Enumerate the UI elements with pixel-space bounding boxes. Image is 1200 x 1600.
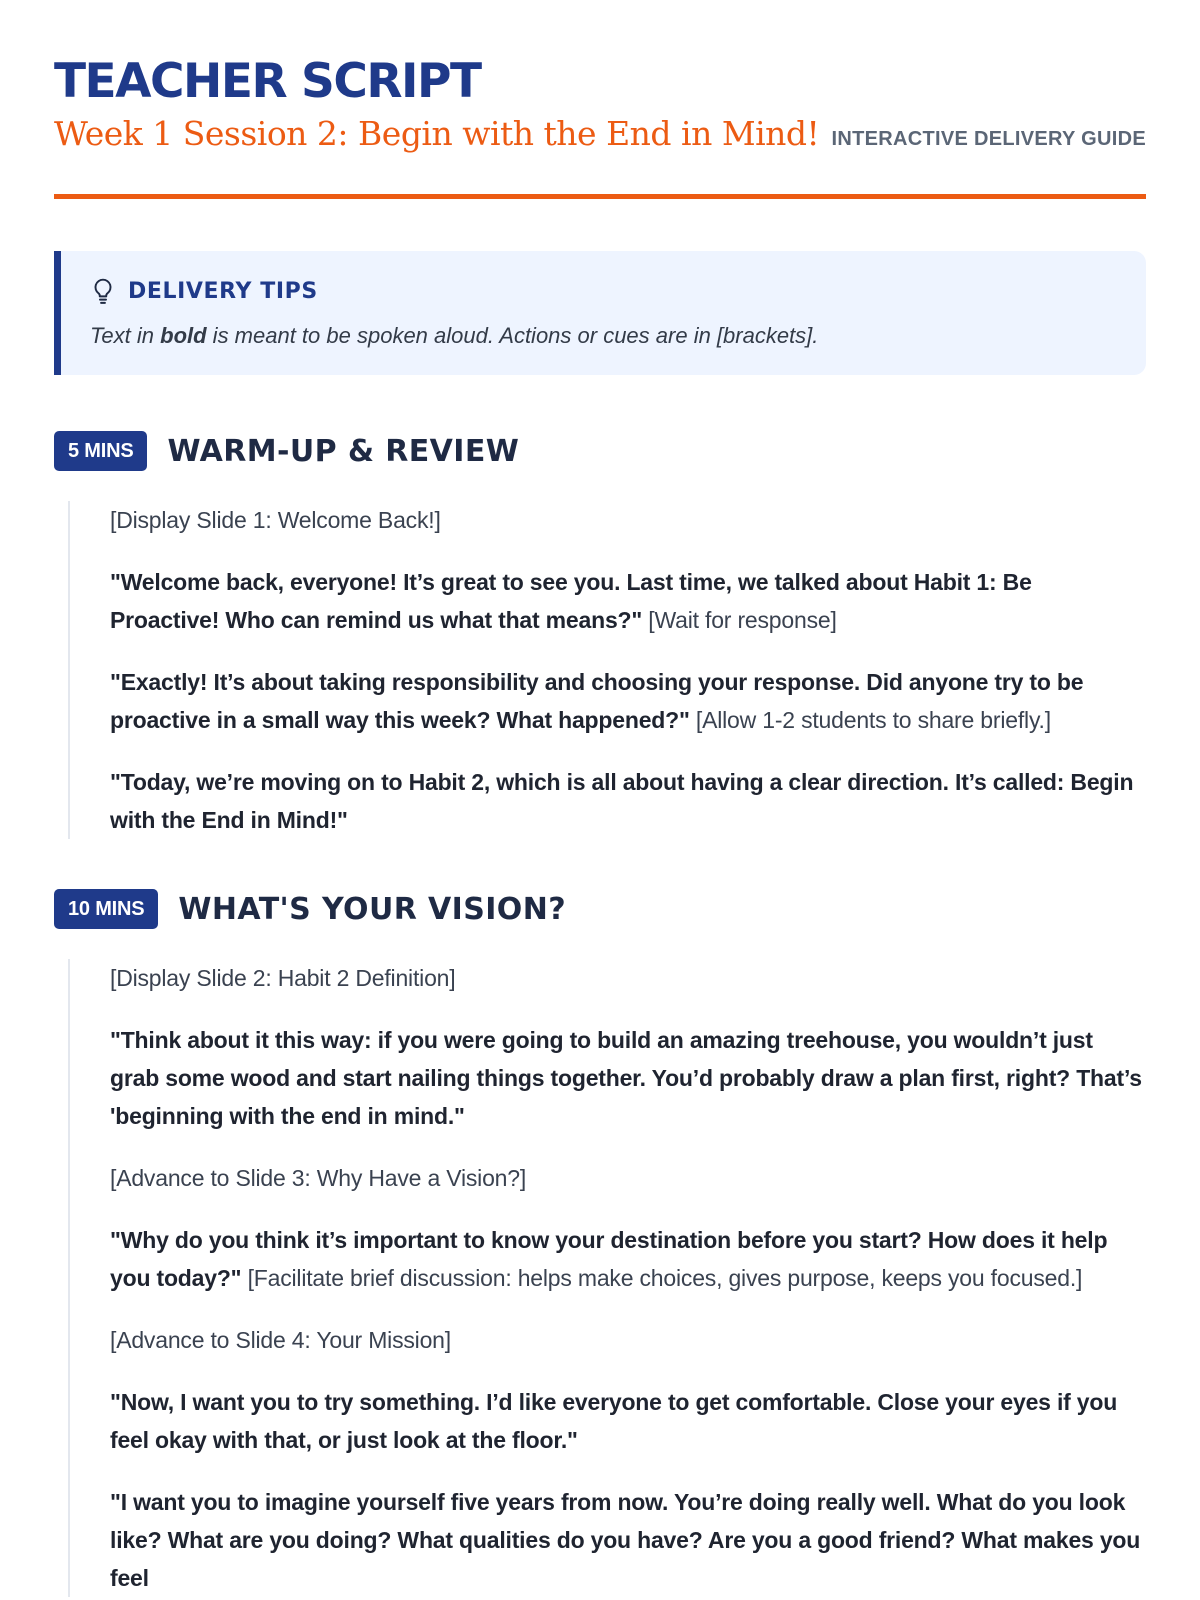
spoken-text: "Think about it this way: if you were going to build an amazing treehouse, you wouldn’t just grab some wood and start nailing things together. You’d probably draw a plan first, right? That’s 'beginning with the end in mind." (110, 1027, 1142, 1129)
delivery-tips-header (90, 277, 1116, 305)
section-body (68, 959, 1146, 1597)
script-line (110, 1321, 1146, 1359)
script-line (110, 763, 1146, 839)
spoken-text: "Now, I want you to try something. I’d like everyone to get comfortable. Close your eyes if you feel okay with that, or just look at the floor." (110, 1389, 1118, 1453)
script-line (110, 1221, 1146, 1297)
document-header (54, 0, 1146, 199)
action-cue: [Advance to Slide 4: Your Mission] (110, 1327, 451, 1353)
script-line (110, 959, 1146, 997)
script-line (110, 501, 1146, 539)
delivery-tips-box (54, 251, 1146, 375)
script-line (110, 563, 1146, 639)
section-warm-up (54, 431, 1146, 839)
action-cue: [Display Slide 1: Welcome Back!] (110, 507, 441, 533)
section-title: WARM-UP & REVIEW (167, 433, 520, 469)
tips-text-bold: bold (160, 323, 207, 348)
guide-tag: INTERACTIVE DELIVERY GUIDE (831, 128, 1146, 150)
document-title: TEACHER SCRIPT (54, 54, 481, 109)
script-line (110, 1383, 1146, 1459)
tips-text-part: Text in (90, 323, 161, 348)
script-line (110, 1159, 1146, 1197)
duration-badge: 5 MINS (54, 431, 147, 471)
section-body (68, 501, 1146, 839)
delivery-tips-title: DELIVERY TIPS (128, 278, 318, 304)
spoken-text: "Exactly! It’s about taking responsibility and choosing your response. Did anyone try to be proactive in a small way this week? What happened?" (110, 669, 1084, 733)
session-subtitle: Week 1 Session 2: Begin with the End in Mind! (54, 114, 820, 153)
delivery-tips-text (90, 323, 1116, 349)
spoken-text: "Today, we’re moving on to Habit 2, which is all about having a clear direction. It’s called: Begin with the End in Mind!" (110, 769, 1134, 833)
spoken-text: "Why do you think it’s important to know your destination before you start? How does it help you today?" (110, 1227, 1108, 1291)
spoken-text: "I want you to imagine yourself five years from now. You’re doing really well. What do you look like? What are you doing? What qualities do you have? Are you a good friend? What makes you feel (110, 1489, 1141, 1591)
action-cue: [Facilitate brief discussion: helps make choices, gives purpose, keeps you focused.] (241, 1265, 1083, 1291)
script-line (110, 1483, 1146, 1597)
script-line (110, 663, 1146, 739)
lightbulb-icon (90, 277, 116, 305)
section-vision (54, 889, 1146, 1597)
section-header (54, 431, 1146, 471)
tips-text-part: is meant to be spoken aloud. Actions or cues are in [brackets]. (206, 323, 819, 348)
script-line (110, 1021, 1146, 1135)
section-header (54, 889, 1146, 929)
action-cue: [Advance to Slide 3: Why Have a Vision?] (110, 1165, 527, 1191)
action-cue: [Allow 1-2 students to share briefly.] (689, 707, 1051, 733)
action-cue: [Display Slide 2: Habit 2 Definition] (110, 965, 456, 991)
spoken-text: "Welcome back, everyone! It’s great to see you. Last time, we talked about Habit 1: Be Proactive! Who can remind us what that means?" (110, 569, 1032, 633)
action-cue: [Wait for response] (642, 607, 837, 633)
duration-badge: 10 MINS (54, 889, 158, 929)
section-title: WHAT'S YOUR VISION? (178, 891, 567, 927)
